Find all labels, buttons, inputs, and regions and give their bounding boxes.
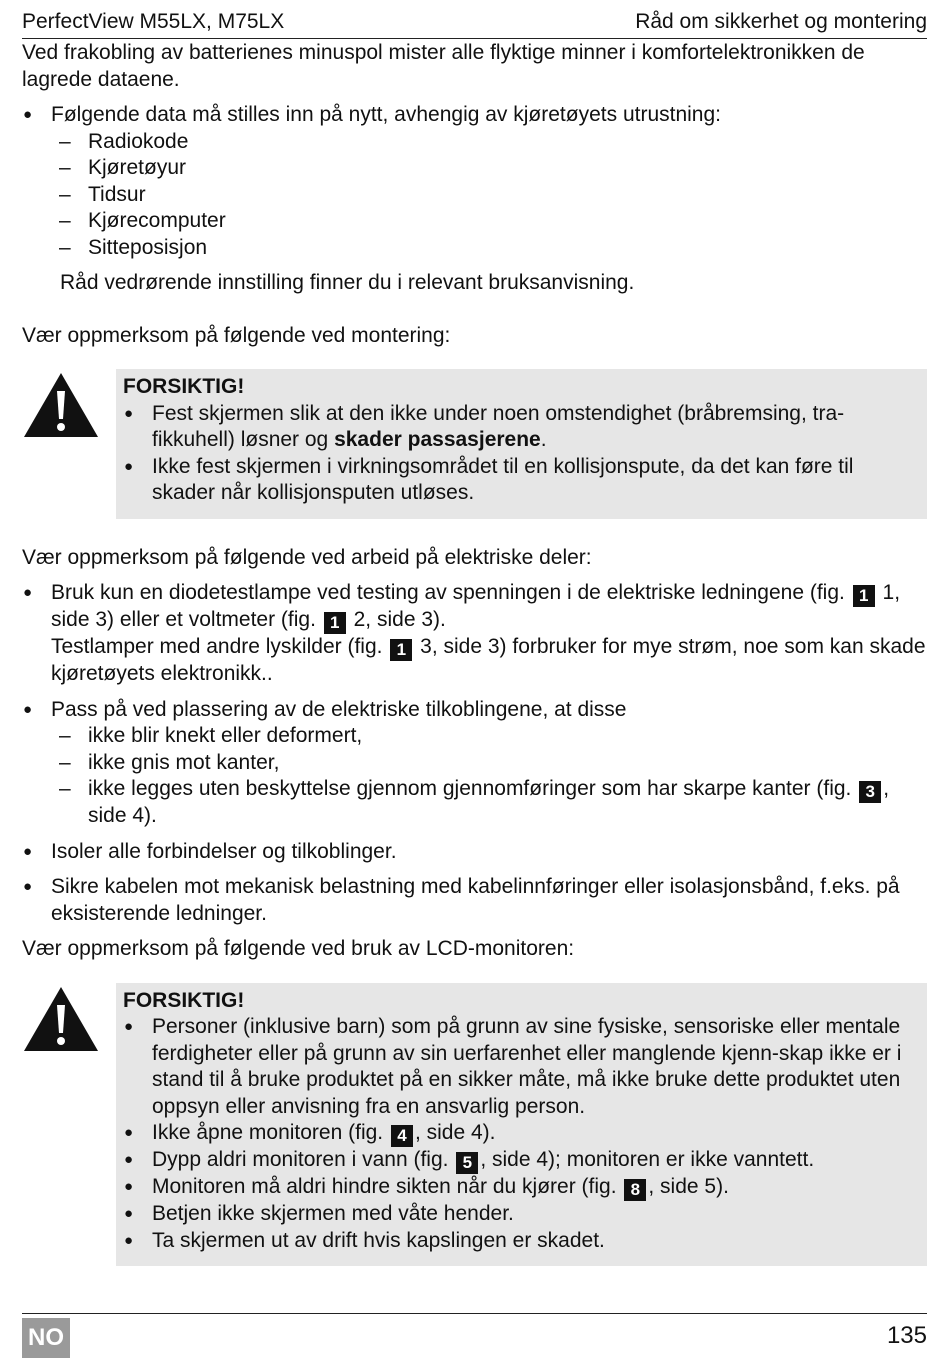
list-item: ● Ta skjermen ut av drift hvis kapslingen er skadet. xyxy=(123,1228,919,1255)
figure-ref-badge: 1 xyxy=(324,612,346,634)
list-item: – ikke legges uten beskyttelse gjennom gjennomføringer som har skarpe kanter (fig. 3 , side 4). xyxy=(59,777,890,827)
header-product: PerfectView M55LX, M75LX xyxy=(22,10,285,33)
header-section: Råd om sikkerhet og montering xyxy=(635,10,927,33)
warning-block-mounting xyxy=(22,369,927,519)
data-list-note: Råd vedrørende innstilling finner du i relevant bruksanvisning. xyxy=(60,271,635,294)
list-item: – ikke blir knekt eller deformert, xyxy=(59,724,363,747)
bullet-dot-icon: ● xyxy=(124,1205,134,1222)
data-list-items xyxy=(22,129,927,262)
list-item: ● Isoler alle forbindelser og tilkoblinger. xyxy=(22,839,927,866)
list-item: ● Dypp aldri monitoren i vann (fig. 5 , side 4); monitoren er ikke vanntett. xyxy=(124,1148,815,1172)
warning-title: FORSIKTIG! xyxy=(123,375,245,398)
list-item: ● Ikke fest skjermen i virkningsområdet til en kollisjonspute, da det kan føre til skader når kollisjonsputen utløses. xyxy=(123,454,919,507)
list-item: – Kjøretøyur xyxy=(59,156,187,179)
figure-ref-badge: 5 xyxy=(456,1152,478,1174)
figure-ref-badge: 8 xyxy=(624,1179,646,1201)
bullet-dot-icon: ● xyxy=(124,1178,134,1195)
data-list-lead: Følgende data må stilles inn på nytt, avhengig av kjøretøyets utrustning: xyxy=(51,103,722,126)
intro-paragraph: Ved frakobling av batterienes minuspol mister alle flyktige minner i komfortelektronikken de lagrede dataene. xyxy=(22,41,865,91)
bullet-dot-icon: ● xyxy=(124,457,134,475)
list-item: – Sitteposisjon xyxy=(59,235,208,259)
lcd-heading: Vær oppmerksom på følgende ved bruk av LCD-monitoren: xyxy=(22,937,575,960)
bullet-dot-icon: ● xyxy=(23,842,33,860)
bullet-dot-icon: ● xyxy=(23,700,33,718)
list-item: ● Sikre kabelen mot mekanisk belastning med kabelinnføringer eller isolasjonsbånd, f.eks. på eksisterende ledninger. xyxy=(22,874,927,927)
list-item: ● Personer (inklusive barn) som på grunn av sine fysiske, sensoriske eller mentale ferdigheter eller på grunn av sin uerfarenhet eller manglende kjenn-skap ikke er i stand til å bruke produktet på en sikker måte, må ikke bruke dette produktet uten oppsyn eller anvisning fra en ansvarlig person. xyxy=(123,1014,919,1120)
warning-title: FORSIKTIG! xyxy=(123,988,245,1012)
list-item: ● Bruk kun en diodetestlampe ved testing av spenningen i de elektriske ledningene (fig. 1 1, side 3) eller et voltmeter (fig. 1 2, side 3). Testlamper med andre lyskilder (fig. 1 3, side 3) forbruker for mye strøm, noe som kan skade kjøretøyets elektronikk.. xyxy=(22,580,927,688)
list-item: ● Monitoren må aldri hindre sikten når du kjører (fig. 8 , side 5). xyxy=(124,1175,729,1199)
figure-ref-badge: 1 xyxy=(390,639,412,661)
warning-triangle-icon xyxy=(22,983,116,1267)
figure-ref-badge: 1 xyxy=(853,585,875,607)
figure-ref-badge: 4 xyxy=(391,1125,413,1147)
electrical-heading: Vær oppmerksom på følgende ved arbeid på elektriske deler: xyxy=(22,545,592,569)
page-content xyxy=(22,40,927,1266)
list-item: – Radiokode xyxy=(59,129,189,153)
warning-block-lcd xyxy=(22,983,927,1267)
footer-divider xyxy=(22,1313,927,1314)
bullet-dot-icon: ● xyxy=(124,404,134,422)
mounting-heading: Vær oppmerksom på følgende ved montering: xyxy=(22,323,451,347)
list-item: ● Fest skjermen slik at den ikke under noen omstendighet (bråbremsing, tra-fikkuhell) løsner og skader passasjerene. xyxy=(123,401,919,454)
bullet-dot-icon: ● xyxy=(124,1124,134,1141)
bullet-dot-icon: ● xyxy=(23,878,33,895)
bullet-dot-icon: ● xyxy=(23,584,33,601)
warning-triangle-icon xyxy=(22,369,116,519)
electrical-sublist xyxy=(22,723,927,830)
page-header xyxy=(22,6,927,39)
list-item: – Tidsur xyxy=(59,182,146,206)
bullet-dot-icon: ● xyxy=(124,1018,134,1035)
list-item: ● Pass på ved plassering av de elektriske tilkoblingene, at disse xyxy=(22,697,927,724)
list-item: ● Ikke åpne monitoren (fig. 4 , side 4). xyxy=(124,1121,496,1145)
language-badge: NO xyxy=(22,1318,70,1358)
list-item: – ikke gnis mot kanter, xyxy=(59,750,280,774)
warning-box xyxy=(116,983,927,1267)
warning-box xyxy=(116,369,927,519)
bullet-dot-icon: ● xyxy=(23,106,33,123)
list-item: – Kjørecomputer xyxy=(59,209,226,232)
bullet-dot-icon: ● xyxy=(124,1151,134,1168)
figure-ref-badge: 3 xyxy=(859,781,881,803)
list-item: ● Betjen ikke skjermen med våte hender. xyxy=(123,1201,919,1228)
data-list xyxy=(22,102,927,129)
bullet-dot-icon: ● xyxy=(124,1231,134,1249)
page-number: 135 xyxy=(886,1322,927,1349)
